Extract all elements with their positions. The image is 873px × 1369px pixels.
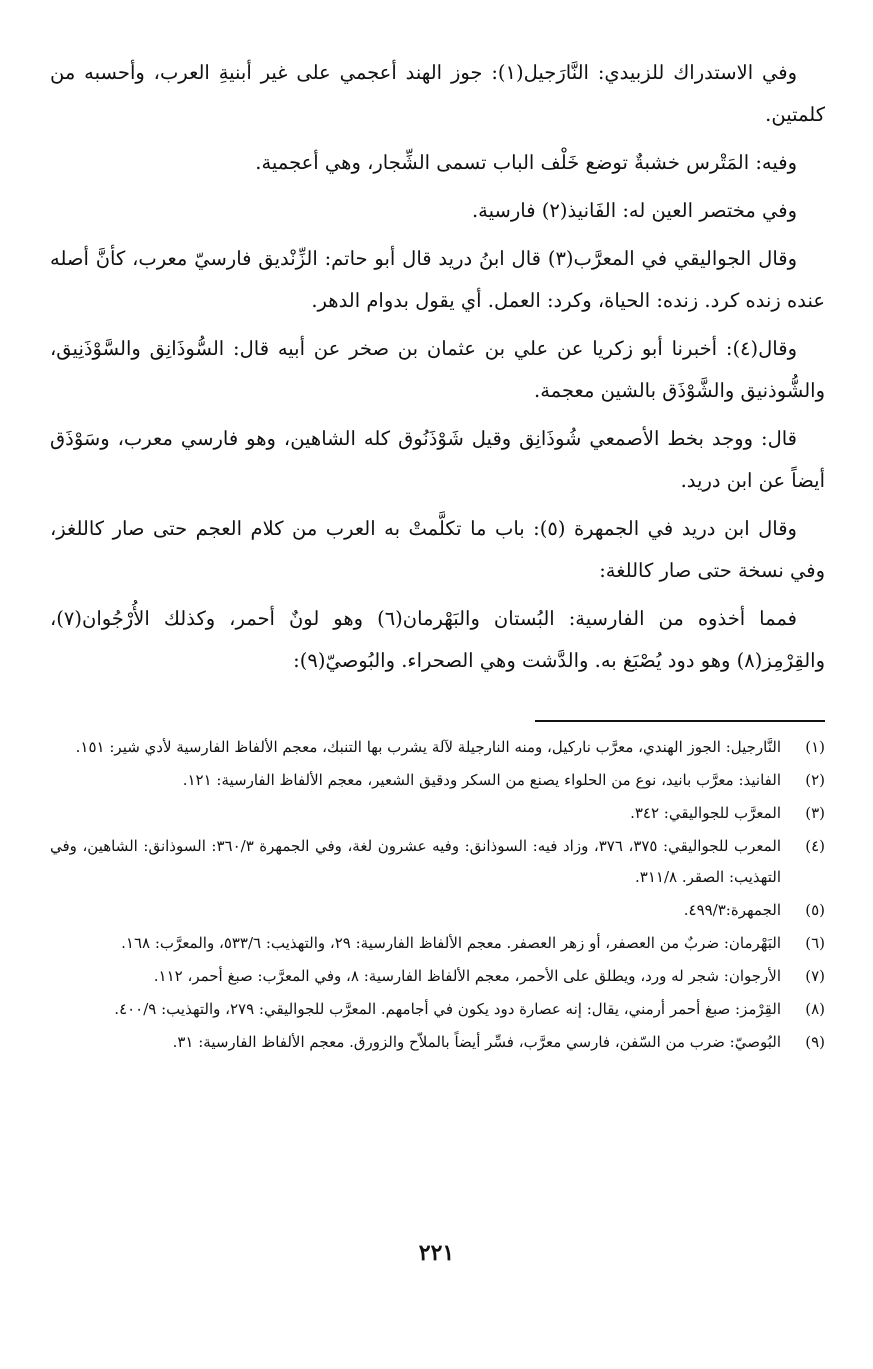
footnote-text: البُوصيّ: ضرب من السّفن، فارسي معرَّب، فسِّر أيضاً بالملاّح والزورق. معجم الألفاظ الفارسية: ٣١.: [172, 1033, 781, 1051]
paragraph: قال: ووجد بخط الأصمعي شُوذَانِق وقيل شَوْذَنُوق كله الشاهين، وهو فارسي معرب، وسَوْذَق أيضاً عن ابن دريد.: [50, 427, 825, 492]
footnote-number: (٢): [805, 771, 825, 789]
footnote: [50, 1027, 825, 1058]
paragraph: وقال الجواليقي في المعرَّب(٣) قال ابنُ دريد قال أبو حاتم: الزِّنْديق فارسيّ معرب، كأنَّ أصله عنده زنده كرد. زنده: الحياة، وكرد: العمل. أي يقول بدوام الدهر.: [50, 247, 825, 312]
footnote-number: (٥): [805, 901, 825, 919]
footnotes: [50, 732, 825, 1058]
footnote: [50, 895, 825, 926]
footnote: [50, 928, 825, 959]
footnote-text: المعرَّب للجواليقي: ٣٤٢.: [630, 804, 781, 822]
footnote-text: النَّارجيل: الجوز الهندي، معرَّب ناركيل، ومنه النارجيلة لآلة يشرب بها التنبك، معجم الألفاظ الفارسية لأدي شير: ١٥١.: [75, 738, 781, 756]
footnote-number: (٨): [805, 1000, 825, 1018]
footnote-text: القِرْمز: صبغ أحمر أرمني، يقال: إنه عصارة دود يكون في أجامهم. المعرَّب للجواليقي: ٢٧٩، والتهذيب: ٤٠٠/٩.: [114, 1000, 781, 1018]
footnote-number: (٣): [805, 804, 825, 822]
footnote-text: الفانيذ: معرَّب بانيد، نوع من الحلواء يصنع من السكر ودقيق الشعير، معجم الألفاظ الفارسية: ١٢١.: [182, 771, 781, 789]
footnote-number: (٤): [805, 837, 825, 855]
paragraph: وقال(٤): أخبرنا أبو زكريا عن علي بن عثمان بن صخر عن أبيه قال: السُّوذَانِق والسَّوْذَنِيق، والشُّوذنيق والشَّوْذَق بالشين معجمة.: [50, 337, 825, 402]
footnote: [50, 732, 825, 763]
footnote-number: (١): [805, 738, 825, 756]
footnote: [50, 961, 825, 992]
main-text: [50, 52, 825, 682]
footnote-number: (٧): [805, 967, 825, 985]
footnote-text: المعرب للجواليقي: ٣٧٥، ٣٧٦، وزاد فيه: السوذانق: وفيه عشرون لغة، وفي الجمهرة ٣٦٠/٣: السوذانق: الشاهين، وفي التهذيب: الصقر. ٣١١/٨.: [50, 837, 782, 886]
footnote-text: الجمهرة:٤٩٩/٣.: [683, 901, 781, 919]
book-page: [50, 52, 825, 1352]
paragraph: وقال ابن دريد في الجمهرة (٥): باب ما تكلَّمتْ به العرب من كلام العجم حتى صار كاللغز، وفي نسخة حتى صار كاللغة:: [50, 517, 825, 582]
paragraph: وفي مختصر العين له: الفَانيذ(٢) فارسية.: [471, 199, 797, 222]
footnote-separator: [535, 720, 825, 722]
paragraph: وفي الاستدراك للزبيدي: النَّارَجيل(١): جوز الهند أعجمي على غير أبنيةِ العرب، وأحسبه من كلمتين.: [50, 61, 825, 126]
footnote: [50, 765, 825, 796]
footnote-number: (٩): [805, 1033, 825, 1051]
footnote: [50, 994, 825, 1025]
paragraph: وفيه: المَتْرس خشبةٌ توضع خَلْف الباب تسمى الشِّجار، وهي أعجمية.: [255, 151, 797, 174]
footnote-text: الأرجوان: شجر له ورد، ويطلق على الأحمر، معجم الألفاظ الفارسية: ٨، وفي المعرَّب: صبغ أحمر، ١١٢.: [153, 967, 781, 985]
footnote: [50, 798, 825, 829]
page-number: ٢٢١: [418, 1240, 455, 1266]
footnote-number: (٦): [805, 934, 825, 952]
footnote: [50, 831, 825, 893]
footnote-text: البَهْرمان: ضربٌ من العصفر، أو زهر العصفر. معجم الألفاظ الفارسية: ٢٩، والتهذيب: ٥٣٣/٦، والمعرَّب: ١٦٨.: [121, 934, 781, 952]
paragraph: فمما أخذوه من الفارسية: البُستان والبَهْرمان(٦) وهو لونٌ أحمر، وكذلك الأُرْجُوان(٧)، والقِرْمِز(٨) وهو دود يُصْبَغ به. والدَّشت وهي الصحراء. والبُوصيّ(٩):: [50, 607, 825, 672]
